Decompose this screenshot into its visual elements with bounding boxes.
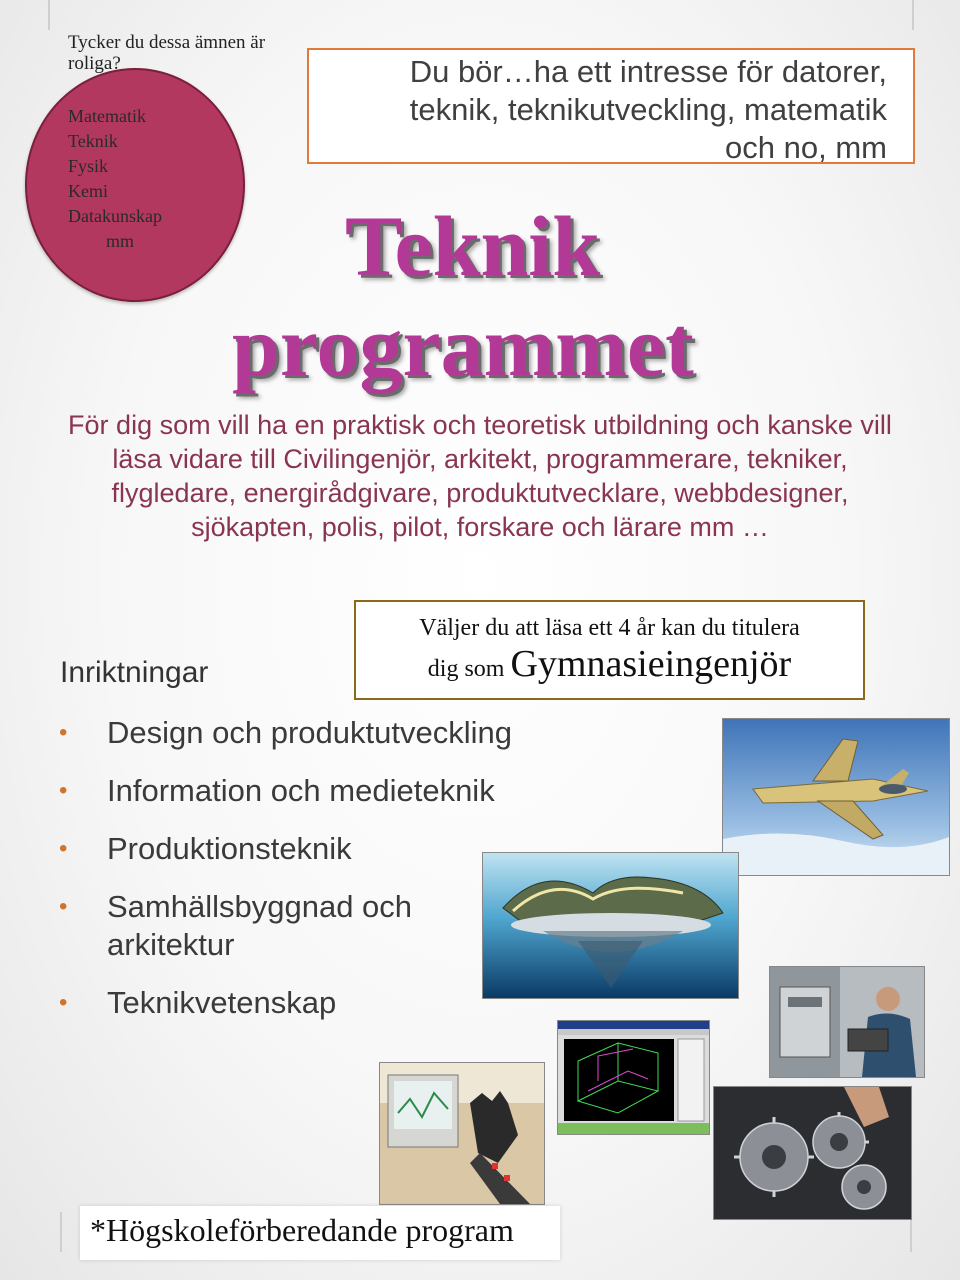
direction-item [55, 772, 537, 810]
decor-line-left-top [48, 0, 50, 30]
direction-item [55, 714, 537, 752]
program-description: För dig som vill ha en praktisk och teoretisk utbildning och kanske vill läsa vidare till Civilingenjör, arkitekt, programmerare, tekniker, flygledare, energirådgivare, produktutvecklare, webbdesigner, sjökapten, polis, pilot, forskare och lärare mm … [68, 410, 892, 542]
subject-item: Teknik [68, 131, 118, 151]
fighter-jet-image [723, 719, 949, 875]
bullet-icon: • [59, 777, 68, 804]
interest-line: och no, mm [725, 130, 887, 165]
bullet-icon: • [59, 893, 68, 920]
subjects-question: Tycker du dessa ämnen är roliga? [68, 32, 266, 74]
motion-glove-image [380, 1063, 544, 1204]
subjects-list [68, 104, 162, 254]
floating-city-image [483, 853, 738, 998]
engineer-line-2 [356, 644, 863, 689]
page-title-line-2: programmet [232, 298, 694, 394]
page-title-line-1: Teknik [345, 198, 601, 294]
engineer-laptop-photo [769, 966, 925, 1078]
interest-box [307, 48, 915, 164]
directions-list [55, 714, 537, 1042]
direction-item [55, 830, 537, 868]
subject-item: Kemi [68, 181, 108, 201]
decor-line-right-top [912, 0, 914, 30]
floating-city-photo [482, 852, 739, 999]
subject-item: Fysik [68, 156, 109, 176]
cad-software-photo [557, 1020, 710, 1135]
direction-label: Samhällsbyggnad och arkitektur [107, 889, 413, 962]
interest-line: Du bör…ha ett intresse för datorer, [409, 54, 887, 89]
direction-label: Design och produktutveckling [107, 715, 512, 750]
direction-label: Teknikvetenskap [107, 985, 337, 1020]
subject-item: Matematik [68, 106, 146, 126]
bullet-icon: • [59, 989, 68, 1016]
engineer-laptop-image [770, 967, 924, 1077]
motion-glove-photo [379, 1062, 545, 1205]
direction-label: Produktionsteknik [107, 831, 352, 866]
gears-image [714, 1087, 911, 1219]
direction-label: Information och medieteknik [107, 773, 495, 808]
direction-item [55, 984, 537, 1022]
footnote: *Högskoleförberedande program [80, 1206, 560, 1260]
bullet-icon: • [59, 835, 68, 862]
subject-item: Datakunskap [68, 206, 162, 226]
subject-item: mm [106, 231, 135, 251]
fighter-jet-photo [722, 718, 950, 876]
engineer-box [354, 600, 865, 700]
gears-photo [713, 1086, 912, 1220]
direction-item [55, 888, 537, 964]
cad-software-image [558, 1021, 709, 1134]
interest-line: teknik, teknikutveckling, matematik [409, 92, 887, 127]
directions-heading: Inriktningar [60, 656, 209, 689]
decor-line-left-bottom [60, 1212, 62, 1252]
engineer-line-1: Väljer du att läsa ett 4 år kan du titulera [419, 615, 800, 641]
bullet-icon: • [59, 719, 68, 746]
engineer-title: Gymnasieingenjör [510, 643, 792, 685]
engineer-prefix: dig som [427, 656, 505, 682]
